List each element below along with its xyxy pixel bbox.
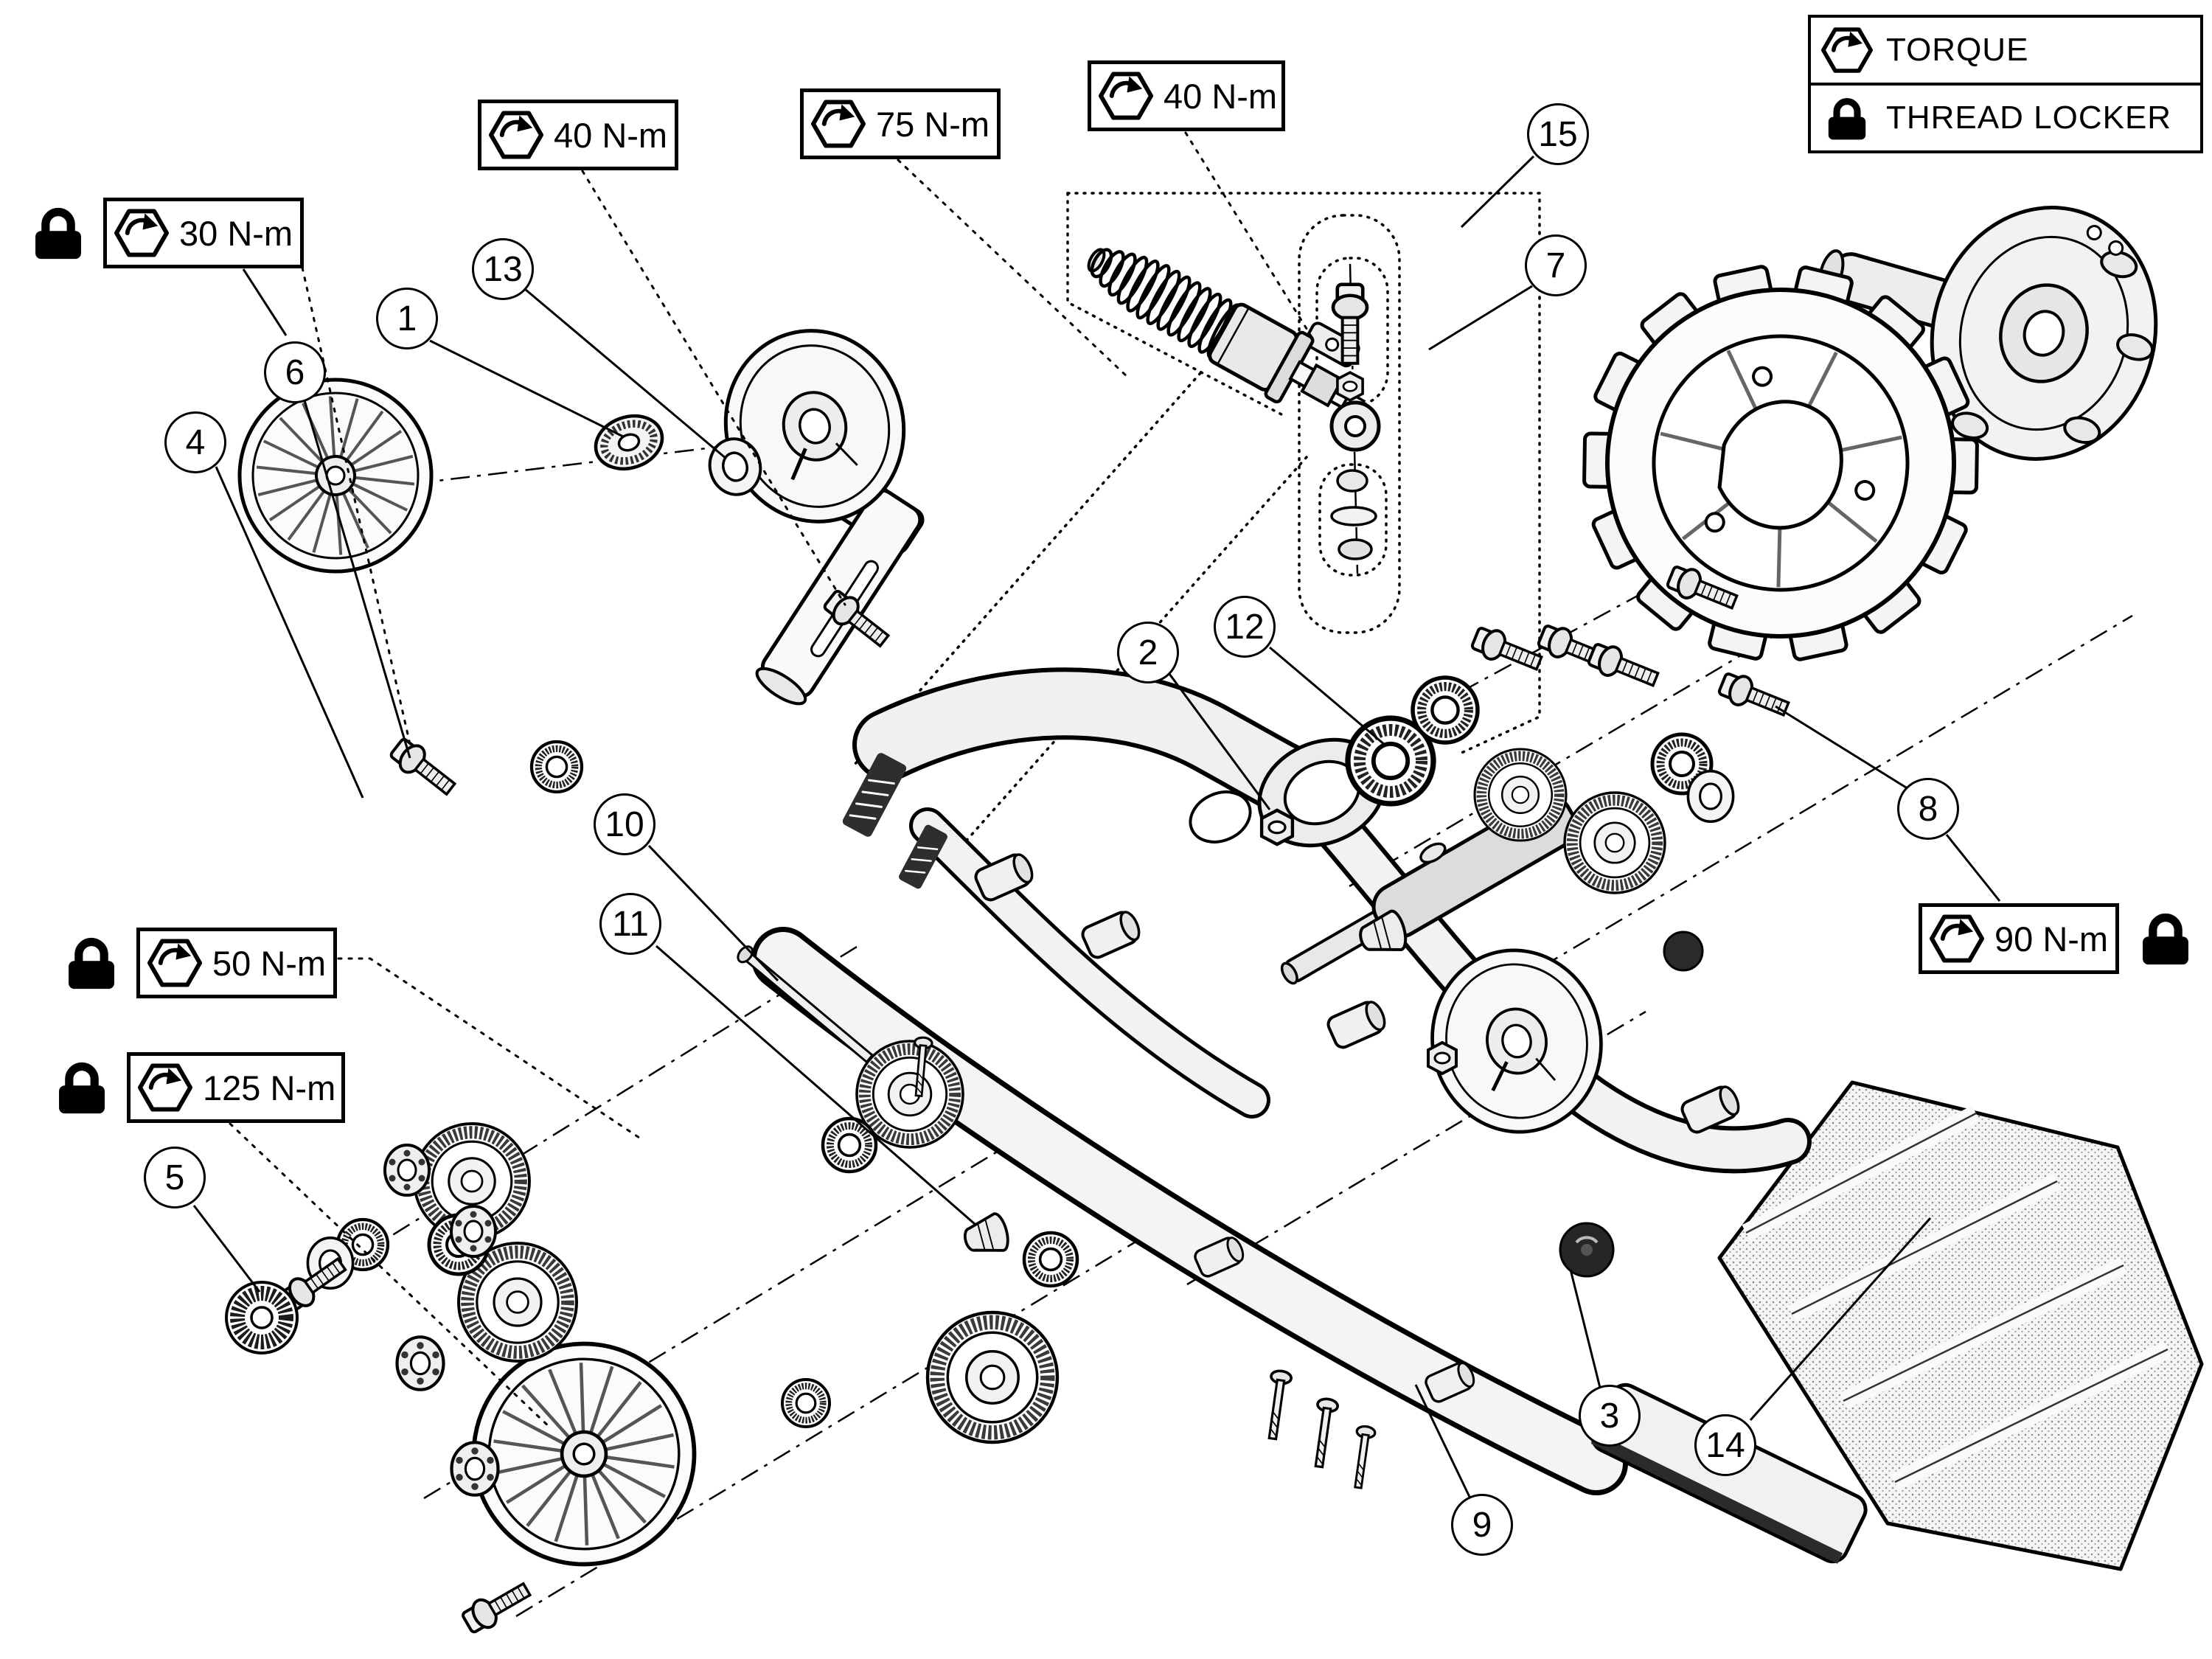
torque-label-40-n-m — [478, 100, 678, 170]
torque-icon — [147, 936, 202, 990]
torque-value-box — [103, 198, 304, 268]
torque-value: 40 N-m — [554, 115, 668, 155]
callout-8: 8 — [1897, 778, 1959, 840]
callout-4: 4 — [164, 411, 226, 473]
callout-3: 3 — [1579, 1385, 1641, 1447]
torque-value: 125 N-m — [203, 1068, 336, 1107]
legend-row-thread-locker — [1811, 83, 2200, 150]
torque-value: 50 N-m — [212, 943, 327, 983]
thread-locker-icon — [2134, 906, 2197, 970]
shock-bolt-kit — [1332, 285, 1379, 559]
torque-label-125-n-m — [127, 1052, 345, 1123]
torque-value: 40 N-m — [1164, 76, 1278, 116]
torque-value: 75 N-m — [876, 104, 990, 144]
torque-label-90-n-m — [1919, 903, 2119, 974]
torque-value-box — [1919, 903, 2119, 974]
torque-icon — [1821, 24, 1873, 76]
thread-locker-icon — [50, 1055, 114, 1119]
thread-locker-icon — [60, 931, 123, 994]
torque-icon — [489, 108, 543, 162]
callout-10: 10 — [594, 793, 655, 855]
legend — [1808, 15, 2203, 153]
callout-9: 9 — [1451, 1494, 1513, 1556]
callout-12: 12 — [1214, 596, 1276, 658]
callout-6: 6 — [264, 341, 326, 403]
callout-11: 11 — [599, 893, 661, 955]
torque-label-50-n-m — [136, 928, 337, 998]
torque-value-box — [800, 88, 1001, 159]
torque-label-75-n-m — [800, 88, 1001, 159]
torque-value-box — [1088, 60, 1285, 131]
legend-label: TORQUE — [1886, 32, 2029, 68]
callout-5: 5 — [144, 1147, 206, 1208]
torque-icon — [114, 206, 169, 260]
torque-value-box — [136, 928, 337, 998]
callout-2: 2 — [1117, 622, 1179, 684]
torque-label-40-n-m — [1088, 60, 1285, 131]
torque-value-box — [478, 100, 678, 170]
callout-13: 13 — [472, 238, 534, 300]
thread-locker-icon — [1821, 92, 1873, 144]
torque-icon — [1099, 69, 1153, 123]
torque-label-30-n-m — [103, 198, 304, 268]
thread-locker-icon — [27, 201, 90, 264]
callout-1: 1 — [376, 288, 438, 349]
torque-value-box — [127, 1052, 345, 1123]
legend-row-torque — [1811, 18, 2200, 83]
torque-icon — [811, 97, 866, 151]
callout-14: 14 — [1694, 1414, 1756, 1476]
torque-icon — [138, 1060, 192, 1115]
shock-absorber — [1074, 211, 1387, 439]
torque-icon — [1930, 911, 1984, 966]
legend-label: THREAD LOCKER — [1886, 100, 2172, 136]
callout-15: 15 — [1527, 103, 1589, 165]
torque-value: 30 N-m — [179, 213, 293, 253]
torque-value: 90 N-m — [1994, 919, 2109, 959]
callout-7: 7 — [1525, 234, 1587, 296]
